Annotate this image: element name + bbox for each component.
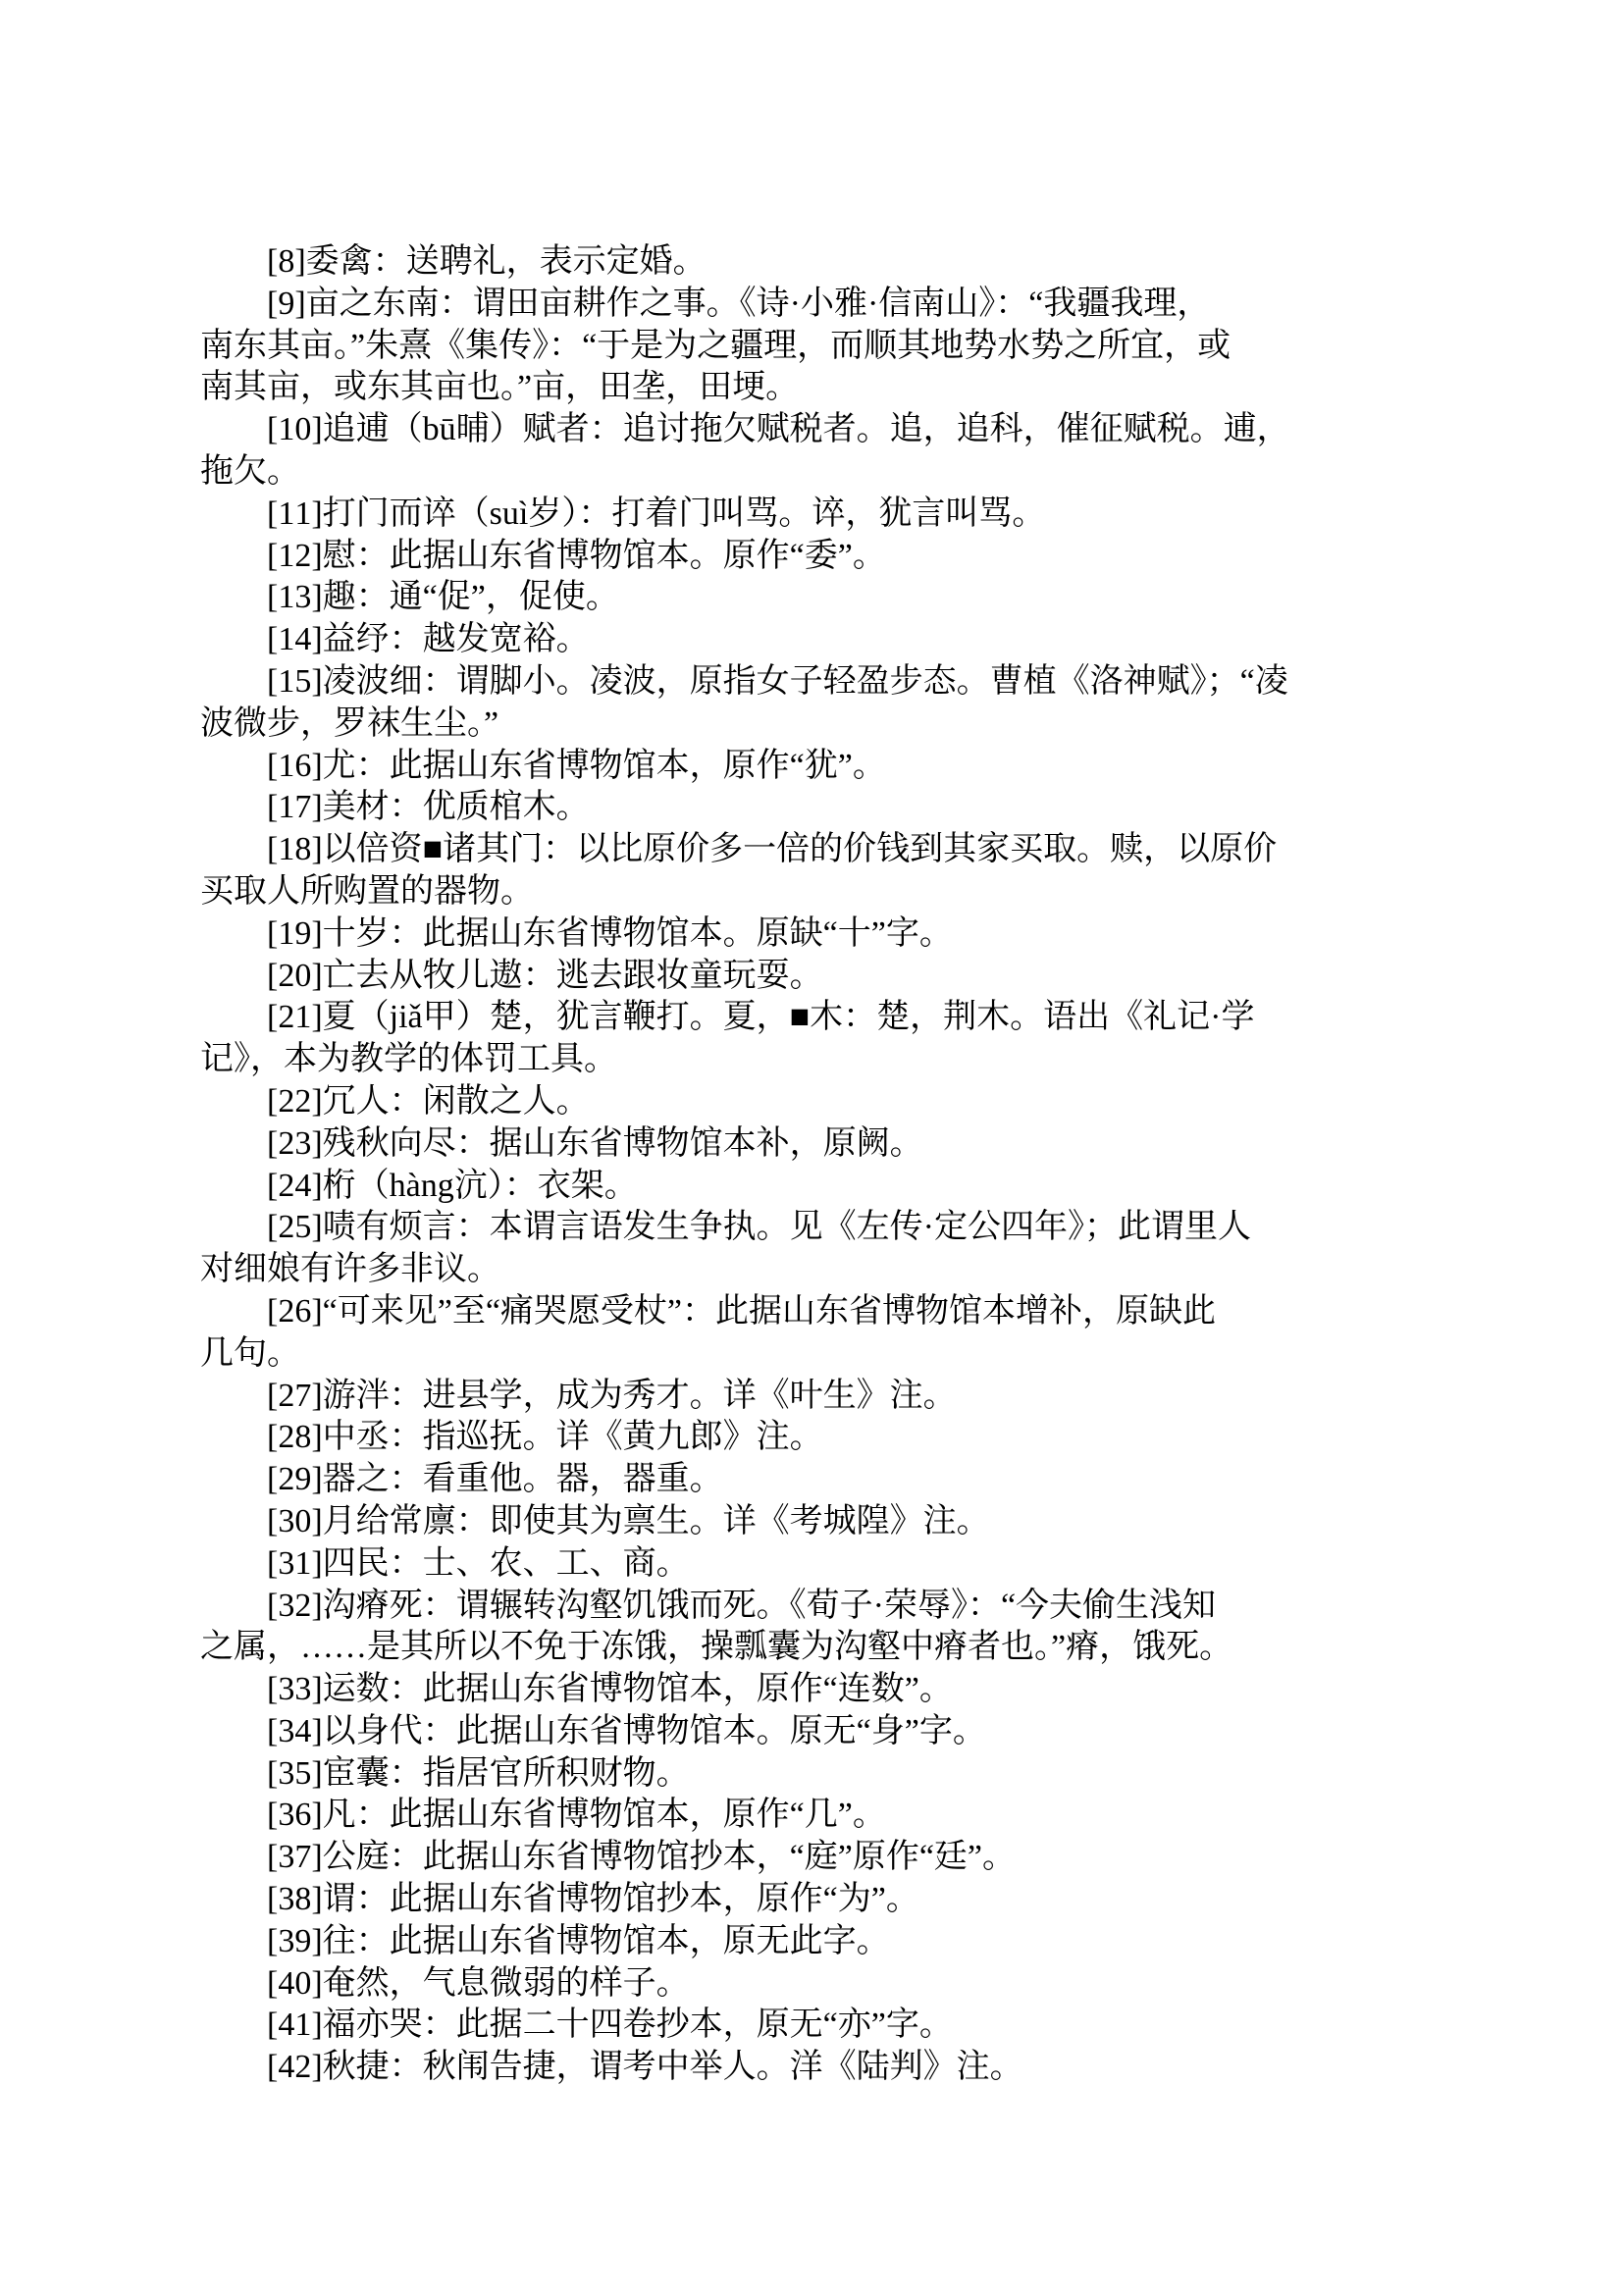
annotation-list: [200, 241, 1290, 2089]
annotation-line: [13]趣：通“促”，促使。: [267, 579, 619, 616]
annotation-line: [31]四民：士、农、工、商。: [267, 1544, 690, 1582]
annotation-line: [27]游泮：进县学，成为秀才。详《叶生》注。: [267, 1377, 957, 1414]
annotation-line: [38]谓：此据山东省博物馆抄本，原作“为”。: [267, 1881, 919, 1918]
annotation-line: [22]冗人：闲散之人。: [267, 1082, 590, 1120]
annotation-line: [12]慰：此据山东省博物馆本。原作“委”。: [267, 537, 886, 574]
annotation-line: [34]以身代：此据山东省博物馆本。原无“身”字。: [267, 1712, 986, 1749]
annotation-line: 之属，……是其所以不免于冻饿，操瓢囊为沟壑中瘠者也。”瘠，饿死。: [200, 1629, 1233, 1666]
annotation-line: 波微步，罗袜生尘。”: [200, 704, 499, 742]
annotation-line: [11]打门而谇（suì岁）：打着门叫骂。谇，犹言叫骂。: [267, 495, 1046, 532]
annotation-line: [24]桁（hàng沆）：衣架。: [267, 1167, 638, 1204]
annotation-line: [40]奄然，气息微弱的样子。: [267, 1964, 690, 2002]
annotation-line: [8]委禽：送聘礼，表示定婚。: [267, 243, 707, 280]
annotation-line: [20]亡去从牧儿遨：逃去跟妆童玩耍。: [267, 957, 823, 994]
annotation-line: [19]十岁：此据山东省博物馆本。原缺“十”字。: [267, 914, 953, 952]
annotation-line: [15]凌波细：谓脚小。凌波，原指女子轻盈步态。曹植《洛神赋》；“凌: [267, 662, 1288, 700]
annotation-line: 几句。: [200, 1334, 300, 1372]
annotation-line: [9]亩之东南：谓田亩耕作之事。《诗·小雅·信南山》：“我疆我理，: [267, 285, 1211, 322]
annotation-line: [26]“可来见”至“痛哭愿受杖”：此据山东省博物馆本增补，原缺此: [267, 1292, 1217, 1329]
annotation-line: [35]宦囊：指居官所积财物。: [267, 1754, 690, 1792]
annotation-line: [39]往：此据山东省博物馆本，原无此字。: [267, 1922, 890, 1959]
annotation-line: [36]凡：此据山东省博物馆本，原作“几”。: [267, 1797, 886, 1834]
annotation-line: [28]中丞：指巡抚。详《黄九郎》注。: [267, 1419, 823, 1456]
annotation-line: [17]美材：优质棺木。: [267, 789, 590, 826]
annotation-line: [18]以倍资■诸其门：以比原价多一倍的价钱到其家买取。赎，以原价: [267, 831, 1278, 868]
annotation-line: 拖欠。: [200, 452, 300, 490]
annotation-line: [25]啧有烦言：本谓言语发生争执。见《左传·定公四年》；此谓里人: [267, 1209, 1251, 1246]
annotation-line: [10]追逋（bū晡）赋者：追讨拖欠赋税者。追，追科，催征赋税。逋，: [267, 411, 1290, 448]
annotation-line: 记》，本为教学的体罚工具。: [200, 1041, 617, 1078]
annotation-line: [32]沟瘠死：谓辗转沟壑饥饿而死。《荀子·荣辱》：“今夫偷生浅知: [267, 1587, 1217, 1624]
annotation-line: [21]夏（jiǎ甲）楚，犹言鞭打。夏，■木：楚，荆木。语出《礼记·学: [267, 999, 1255, 1036]
annotation-line: [41]福亦哭：此据二十四卷抄本，原无“亦”字。: [267, 2007, 953, 2044]
annotation-line: [29]器之：看重他。器，器重。: [267, 1461, 723, 1498]
annotation-line: [42]秋捷：秋闱告捷，谓考中举人。洋《陆判》注。: [267, 2049, 1023, 2086]
annotation-line: 对细娘有许多非议。: [200, 1251, 500, 1288]
annotation-line: 南其亩，或东其亩也。”亩，田垄，田埂。: [200, 369, 800, 406]
annotation-line: [30]月给常廪：即使其为禀生。详《考城隍》注。: [267, 1502, 990, 1539]
annotation-line: [33]运数：此据山东省博物馆本，原作“连数”。: [267, 1671, 953, 1708]
annotation-line: [16]尤：此据山东省博物馆本，原作“犹”。: [267, 747, 886, 784]
annotation-line: [14]益纾：越发宽裕。: [267, 621, 590, 658]
annotation-line: 南东其亩。”朱熹《集传》：“于是为之疆理，而顺其地势水势之所宜，或: [200, 327, 1231, 364]
annotation-line: 买取人所购置的器物。: [200, 872, 534, 910]
annotation-line: [23]残秋向尽：据山东省博物馆本补，原阙。: [267, 1124, 923, 1162]
annotation-line: [37]公庭：此据山东省博物馆抄本，“庭”原作“廷”。: [267, 1839, 1017, 1876]
